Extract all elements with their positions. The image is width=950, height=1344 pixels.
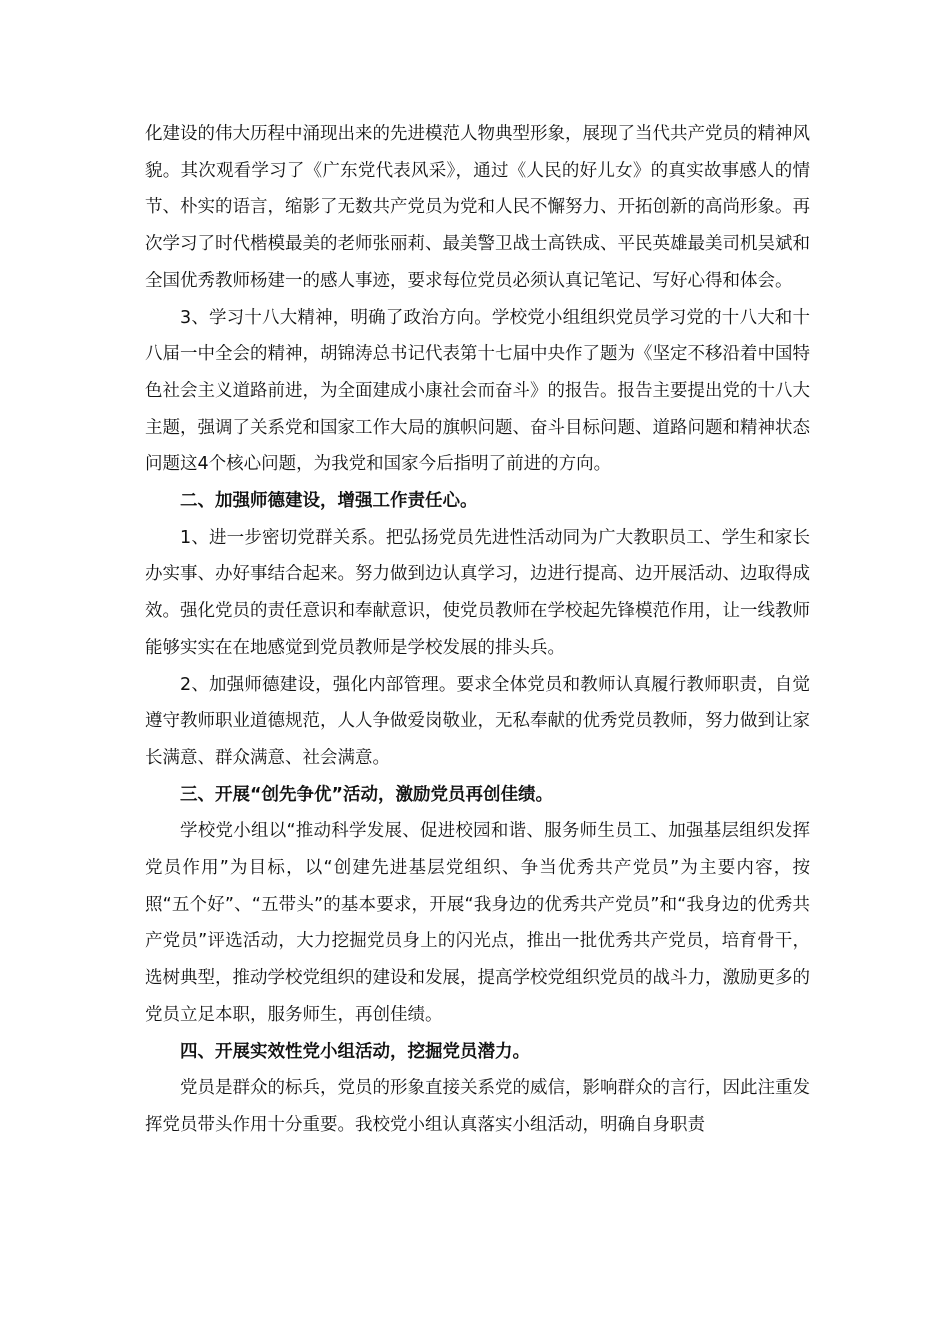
section-heading-excellence-campaign: 三、开展“创先争优”活动，激励党员再创佳绩。 bbox=[180, 784, 554, 805]
section-heading-group-activities: 四、开展实效性党小组活动，挖掘党员潜力。 bbox=[180, 1041, 530, 1062]
section-heading-teacher-ethics: 二、加强师德建设，增强工作责任心。 bbox=[180, 491, 478, 512]
body-paragraph-excellence-campaign: 学校党小组以“推动科学发展、促进校园和谐、服务师生员工、加强基层组织发挥党员作用”为目标，以“创建先进基层党组织、争当优秀共产党员”为主要内容，按照“五个好”、“五带头”的基本要求，开展“我身边的优秀共产党员”和“我身边的优秀共产党员”评选活动，大力挖掘党员身上的闪光点，推出一批优秀共产党员，培育骨干，选树典型，推动学校党组织的建设和发展，提高学校党组织党员的战斗力，激励更多的党员立足本职，服务师生，再创佳绩。 bbox=[145, 821, 810, 1025]
document-body bbox=[145, 116, 810, 1144]
body-paragraph-group-activities: 党员是群众的标兵，党员的形象直接关系党的威信，影响群众的言行，因此注重发挥党员带头作用十分重要。我校党小组认真落实小组活动，明确自身职责 bbox=[145, 1078, 810, 1135]
body-paragraph-continued: 化建设的伟大历程中涌现出来的先进模范人物典型形象，展现了当代共产党员的精神风貌。其次观看学习了《广东党代表风采》，通过《人民的好儿女》的真实故事感人的情节、朴实的语言，缩影了无数共产党员为党和人民不懈努力、开拓创新的高尚形象。再次学习了时代楷模最美的老师张丽莉、最美警卫战士高铁成、平民英雄最美司机吴斌和全国优秀教师杨建一的感人事迹，要求每位党员必须认真记笔记、写好心得和体会。 bbox=[145, 124, 810, 291]
body-paragraph-study-18th-congress: 3、学习十八大精神，明确了政治方向。学校党小组组织党员学习党的十八大和十八届一中全会的精神，胡锦涛总书记代表第十七届中央作了题为《坚定不移沿着中国特色社会主义道路前进，为全面建成小康社会而奋斗》的报告。报告主要提出党的十八大主题，强调了关系党和国家工作大局的旗帜问题、奋斗目标问题、道路问题和精神状态问题这4个核心问题，为我党和国家今后指明了前进的方向。 bbox=[145, 307, 810, 475]
body-paragraph-party-mass-relations: 1、进一步密切党群关系。把弘扬党员先进性活动同为广大教职员工、学生和家长办实事、办好事结合起来。努力做到边认真学习，边进行提高、边开展活动、边取得成效。强化党员的责任意识和奉献意识，使党员教师在学校起先锋模范作用，让一线教师能够实实在在地感觉到党员教师是学校发展的排头兵。 bbox=[145, 527, 810, 658]
body-paragraph-internal-management: 2、加强师德建设，强化内部管理。要求全体党员和教师认真履行教师职责，自觉遵守教师职业道德规范，人人争做爱岗敬业，无私奉献的优秀党员教师，努力做到让家长满意、群众满意、社会满意。 bbox=[145, 674, 810, 768]
